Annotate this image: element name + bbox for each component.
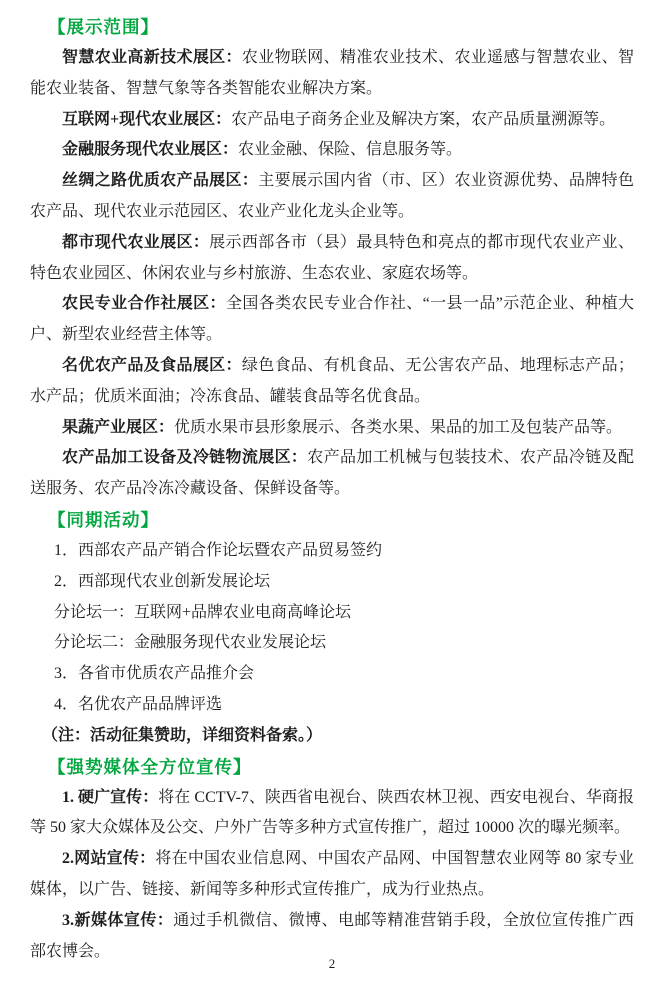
paragraph-internet-agriculture [30,105,634,136]
paragraph-body: 通过手机微信、微博、电邮等精准营销手段，全放位宣传推广西部农博会。 [30,911,634,960]
paragraph-lead: 都市现代农业展区： [62,233,210,251]
paragraph-farmer-cooperatives [30,289,634,351]
paragraph-body: 优质水果市县形象展示、各类水果、果品的加工及包装产品等。 [174,418,623,436]
paragraph-finance-agriculture [30,135,634,166]
paragraph-famous-food [30,351,634,413]
paragraph-body: 绿色食品、有机食品、无公害农产品、地理标志产品；水产品；优质米面油；冷冻食品、罐装食品等名优食品。 [30,356,634,405]
paragraph-silk-road-products [30,166,634,228]
activity-item: 1．西部农产品产销合作论坛暨农产品贸易签约 [54,541,383,559]
paragraph-lead: 互联网+现代农业展区： [62,110,232,128]
paragraph-lead: 1. 硬广宣传： [62,788,159,806]
paragraph-lead: 智慧农业高新技术展区： [62,49,242,66]
paragraph-body: 全国各类农民专业合作社、“一县一品”示范企业、种植大户、新型农业经营主体等。 [30,295,634,344]
activities-note: （注：活动征集赞助，详细资料备索。） [42,726,323,744]
paragraph-body: 将在中国农业信息网、中国农产品网、中国智慧农业网等 80 家专业媒体，以广告、链接、新闻等多种形式宣传推广，成为行业热点。 [30,850,634,898]
page-number: 2 [328,956,336,971]
paragraph-lead: 农民专业合作社展区： [62,295,226,313]
paragraph-body: 农产品电子商务企业及解决方案，农产品质量溯源等。 [231,110,616,128]
paragraph-smart-agriculture [30,43,634,105]
paragraph-lead: 名优农产品及食品展区： [62,356,242,374]
activity-item: 分论坛二：金融服务现代农业发展论坛 [54,634,327,652]
paragraph-lead: 金融服务现代农业展区： [62,141,239,159]
paragraph-lead: 丝绸之路优质农产品展区： [62,172,259,190]
paragraph-body: 农业金融、保险、信息服务等。 [238,141,463,159]
paragraph-processing-coldchain [30,443,634,505]
section-heading-media-promotion: 【强势媒体全方位宣传】 [48,756,252,777]
paragraph-urban-agriculture [30,228,634,290]
paragraph-lead: 农产品加工设备及冷链物流展区： [62,449,308,467]
paragraph-body: 展示西部各市（县）最具特色和亮点的都市现代农业产业、特色农业园区、休闲农业与乡村旅游、生态农业、家庭农场等。 [30,233,634,282]
paragraph-body: 主要展示国内省（市、区）农业资源优势、品牌特色农产品、现代农业示范园区、农业产业化龙头企业等。 [30,172,634,220]
paragraph-website-promotion [30,844,634,906]
paragraph-lead: 3.新媒体宣传： [62,911,174,929]
paragraph-lead: 果蔬产业展区： [62,418,175,436]
paragraph-fruit-vegetable [30,413,634,444]
paragraph-body: 将在 CCTV-7、陕西省电视台、陕西农林卫视、西安电视台、华商报等 50 家大众媒体及公交、户外广告等多种方式宣传推广，超过 10000 次的曝光频率。 [30,788,634,837]
activity-item: 分论坛一：互联网+品牌农业电商高峰论坛 [54,603,352,621]
activity-item: 4．名优农产品品牌评选 [54,695,223,713]
paragraph-body: 农业物联网、精准农业技术、农业遥感与智慧农业、智能农业装备、智慧气象等各类智能农业解决方案。 [30,49,634,97]
paragraph-body: 农产品加工机械与包装技术、农产品冷链及配送服务、农产品冷冻冷藏设备、保鲜设备等。 [30,449,634,498]
activity-item: 2．西部现代农业创新发展论坛 [54,572,271,590]
paragraph-hard-advertising [30,783,634,845]
section-heading-concurrent-activities: 【同期活动】 [48,509,159,530]
paragraph-lead: 2.网站宣传： [62,850,156,868]
section-heading-exhibition-scope: 【展示范围】 [48,17,159,37]
activity-item: 3．各省市优质农产品推介会 [54,665,255,683]
